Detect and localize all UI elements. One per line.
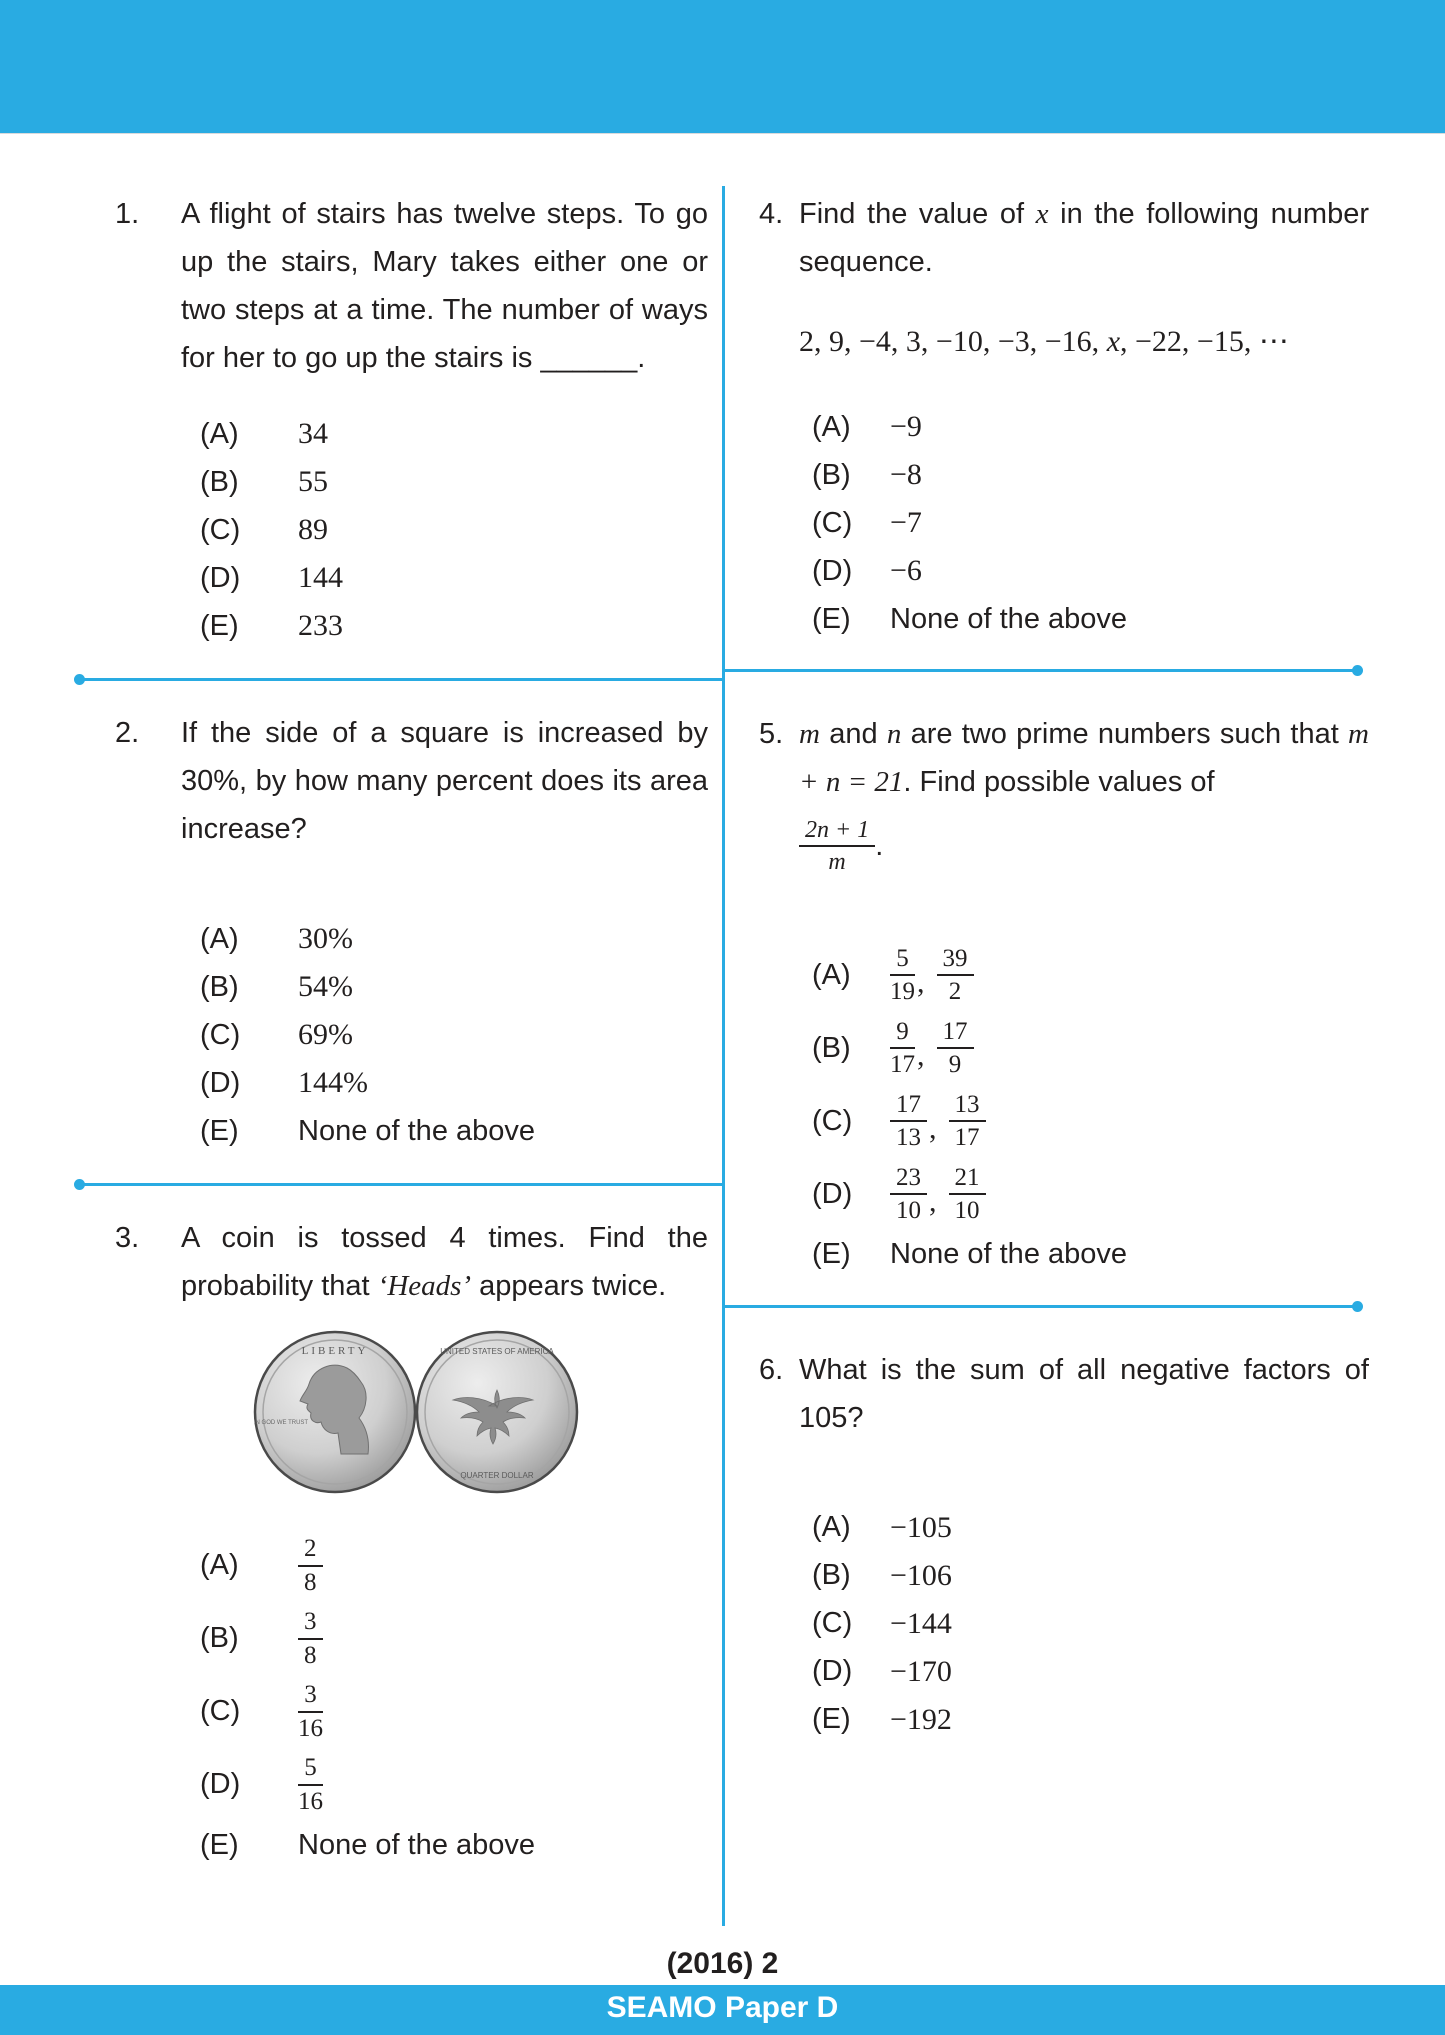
option-value: −106 xyxy=(890,1558,952,1592)
question-number: 2. xyxy=(115,717,140,749)
option-row xyxy=(200,1675,708,1748)
footer-bar xyxy=(0,1985,1445,2035)
options-list xyxy=(812,939,1369,1279)
divider-dot xyxy=(74,674,85,685)
option-label: (B) xyxy=(200,465,239,498)
option-row xyxy=(200,602,708,650)
option-value: −8 xyxy=(890,458,922,491)
fraction: $\frac{17}{9}$ xyxy=(937,1017,974,1080)
header-bar xyxy=(0,0,1445,134)
fraction-separator: , xyxy=(917,1039,925,1073)
option-label: (A) xyxy=(200,1549,239,1581)
option-row xyxy=(812,499,1369,547)
option-value: None of the above xyxy=(890,1238,1128,1271)
option-label: (C) xyxy=(200,1018,241,1051)
fraction: $\frac{5}{16}$ xyxy=(298,1754,323,1815)
option-row xyxy=(812,547,1369,595)
option-label: (B) xyxy=(200,970,239,1003)
question-number: 1. xyxy=(115,198,140,230)
option-row xyxy=(812,1648,1369,1696)
option-row xyxy=(200,1602,708,1675)
option-label: (E) xyxy=(812,602,851,635)
option-row xyxy=(200,1059,708,1107)
option-value: 54% xyxy=(298,970,353,1003)
fraction: $\frac{2n + 1}{m}$ xyxy=(799,816,875,877)
fraction-separator: , xyxy=(917,966,925,1000)
coin-text-quarter: QUARTER DOLLAR xyxy=(460,1471,534,1480)
fraction: $\frac{23}{10}$ xyxy=(890,1163,927,1226)
option-row xyxy=(200,915,708,963)
question-number: 4. xyxy=(759,198,784,230)
option-row xyxy=(200,1107,708,1155)
option-row xyxy=(200,458,708,506)
option-label: (E) xyxy=(812,1703,851,1736)
option-row xyxy=(200,1821,708,1869)
option-value: −144 xyxy=(890,1606,952,1640)
fraction: $\frac{39}{2}$ xyxy=(937,944,974,1007)
option-label: (E) xyxy=(200,609,239,642)
coin-reverse xyxy=(417,1332,577,1492)
option-value: 30% xyxy=(298,922,353,955)
question-6 xyxy=(759,1346,1369,1744)
question-text: If the side of a square is increased by 30%, by how many percent does its area increase? xyxy=(181,717,708,845)
footer-title: SEAMO Paper D xyxy=(606,1991,839,2024)
option-label: (A) xyxy=(200,922,239,955)
vertical-divider xyxy=(722,186,725,1926)
footer-page-number: (2016) 2 xyxy=(614,1945,832,1985)
divider xyxy=(722,1305,1359,1308)
option-value: None of the above xyxy=(298,1114,536,1147)
coin-text-motto: IN GOD WE TRUST xyxy=(253,1420,309,1426)
option-row xyxy=(200,410,708,458)
option-row xyxy=(200,963,708,1011)
option-label: (D) xyxy=(812,1177,853,1210)
option-value: None of the above xyxy=(298,1828,536,1861)
question-text: Find the value of x in the following number sequence. xyxy=(799,198,1369,278)
fraction: $\frac{3}{16}$ xyxy=(298,1681,323,1742)
option-label: (A) xyxy=(812,410,851,443)
fraction-separator: , xyxy=(929,1185,937,1219)
fraction-separator: , xyxy=(929,1112,937,1146)
question-body xyxy=(181,709,708,1155)
options-list xyxy=(200,915,708,1155)
option-label: (E) xyxy=(812,1238,851,1271)
option-label: (D) xyxy=(812,554,853,587)
divider xyxy=(78,1183,722,1186)
question-body xyxy=(181,190,708,650)
question-number: 5. xyxy=(759,718,784,750)
option-value: −170 xyxy=(890,1654,952,1688)
question-text: What is the sum of all negative factors of 105? xyxy=(799,1353,1369,1434)
option-row xyxy=(812,1085,1369,1158)
option-row xyxy=(200,506,708,554)
column-right xyxy=(722,190,1445,1869)
option-label: (B) xyxy=(812,1031,851,1064)
fraction: $\frac{13}{17}$ xyxy=(949,1090,986,1153)
coin-obverse xyxy=(254,1332,415,1492)
option-label: (C) xyxy=(812,506,853,539)
divider-dot xyxy=(74,1179,85,1190)
option-row xyxy=(812,1552,1369,1600)
question-4 xyxy=(759,190,1369,643)
question-fraction: $\frac{2n + 1}{m}$ . xyxy=(799,816,1369,877)
option-label: (A) xyxy=(812,958,851,991)
option-row xyxy=(812,1600,1369,1648)
question-5 xyxy=(759,710,1369,1279)
option-value: 34 xyxy=(298,417,328,450)
question-body xyxy=(799,1346,1369,1744)
option-value: 144% xyxy=(298,1066,368,1099)
option-label: (D) xyxy=(812,1655,853,1688)
option-row xyxy=(200,1529,708,1602)
option-row xyxy=(812,451,1369,499)
page-content xyxy=(0,134,1445,1869)
option-value: 69% xyxy=(298,1018,353,1051)
option-value: −105 xyxy=(890,1510,952,1544)
option-label: (C) xyxy=(200,513,241,546)
sequence-text: 2, 9, −4, 3, −10, −3, −16, x, −22, −15, ⋯ xyxy=(799,325,1289,358)
option-label: (D) xyxy=(200,1066,241,1099)
option-value: −6 xyxy=(890,554,922,587)
options-list xyxy=(200,1529,708,1869)
coin-images xyxy=(251,1328,581,1496)
option-row xyxy=(812,1158,1369,1231)
option-value: 89 xyxy=(298,513,328,546)
option-row xyxy=(812,403,1369,451)
fraction: $\frac{2}{8}$ xyxy=(298,1534,323,1597)
question-number: 3. xyxy=(115,1222,140,1254)
question-text: A flight of stairs has twelve steps. To go up the stairs, Mary takes either one or two steps at a time. The number of ways for her to go up the stairs is ______. xyxy=(181,198,708,374)
fraction: $\frac{9}{17}$ xyxy=(890,1017,915,1079)
option-label: (B) xyxy=(200,1622,239,1654)
options-list xyxy=(812,403,1369,643)
option-row xyxy=(812,1231,1369,1279)
question-2 xyxy=(115,709,708,1155)
column-left xyxy=(0,190,722,1869)
fraction: $\frac{5}{19}$ xyxy=(890,944,915,1006)
option-row xyxy=(812,1696,1369,1744)
option-row xyxy=(200,554,708,602)
question-text: A coin is tossed 4 times. Find the probability that ‘Heads’ appears twice. xyxy=(181,1222,708,1302)
question-3 xyxy=(115,1214,708,1869)
option-label: (B) xyxy=(812,458,851,491)
option-row xyxy=(200,1748,708,1821)
question-body xyxy=(181,1214,708,1869)
option-value: 233 xyxy=(298,609,343,642)
option-label: (C) xyxy=(200,1695,241,1727)
option-label: (A) xyxy=(812,1511,851,1544)
option-label: (D) xyxy=(200,561,241,594)
question-1 xyxy=(115,190,708,650)
fraction: $\frac{17}{13}$ xyxy=(890,1090,927,1153)
option-row xyxy=(812,595,1369,643)
fraction: $\frac{21}{10}$ xyxy=(949,1163,986,1226)
option-label: (C) xyxy=(812,1607,853,1640)
page-footer xyxy=(0,1945,1445,2035)
option-label: (E) xyxy=(200,1114,239,1147)
coin-text-usa: UNITED STATES OF AMERICA xyxy=(440,1347,554,1356)
question-body xyxy=(799,710,1369,1279)
question-text: m and n are two prime numbers such that m + n = 21. Find possible values of xyxy=(799,718,1369,798)
question-body xyxy=(799,190,1369,643)
coin-text-liberty: LIBERTY xyxy=(301,1345,369,1357)
option-label: (C) xyxy=(812,1104,853,1137)
option-value: None of the above xyxy=(890,602,1128,635)
option-row xyxy=(812,1504,1369,1552)
coin-photo xyxy=(251,1328,708,1501)
options-list xyxy=(812,1504,1369,1744)
divider-dot xyxy=(1352,1301,1363,1312)
option-value: 55 xyxy=(298,465,328,498)
option-row xyxy=(812,1012,1369,1085)
question-number: 6. xyxy=(759,1353,784,1386)
option-value: −192 xyxy=(890,1702,952,1736)
option-value: 144 xyxy=(298,561,343,594)
option-label: (B) xyxy=(812,1559,851,1592)
options-list xyxy=(200,410,708,650)
divider xyxy=(78,678,722,681)
option-label: (E) xyxy=(200,1828,239,1861)
fraction: $\frac{3}{8}$ xyxy=(298,1607,323,1670)
option-value: −7 xyxy=(890,506,922,539)
option-label: (A) xyxy=(200,417,239,450)
option-value: −9 xyxy=(890,410,922,443)
option-row xyxy=(812,939,1369,1012)
divider xyxy=(722,669,1359,672)
option-label: (D) xyxy=(200,1768,241,1800)
option-row xyxy=(200,1011,708,1059)
divider-dot xyxy=(1352,665,1363,676)
